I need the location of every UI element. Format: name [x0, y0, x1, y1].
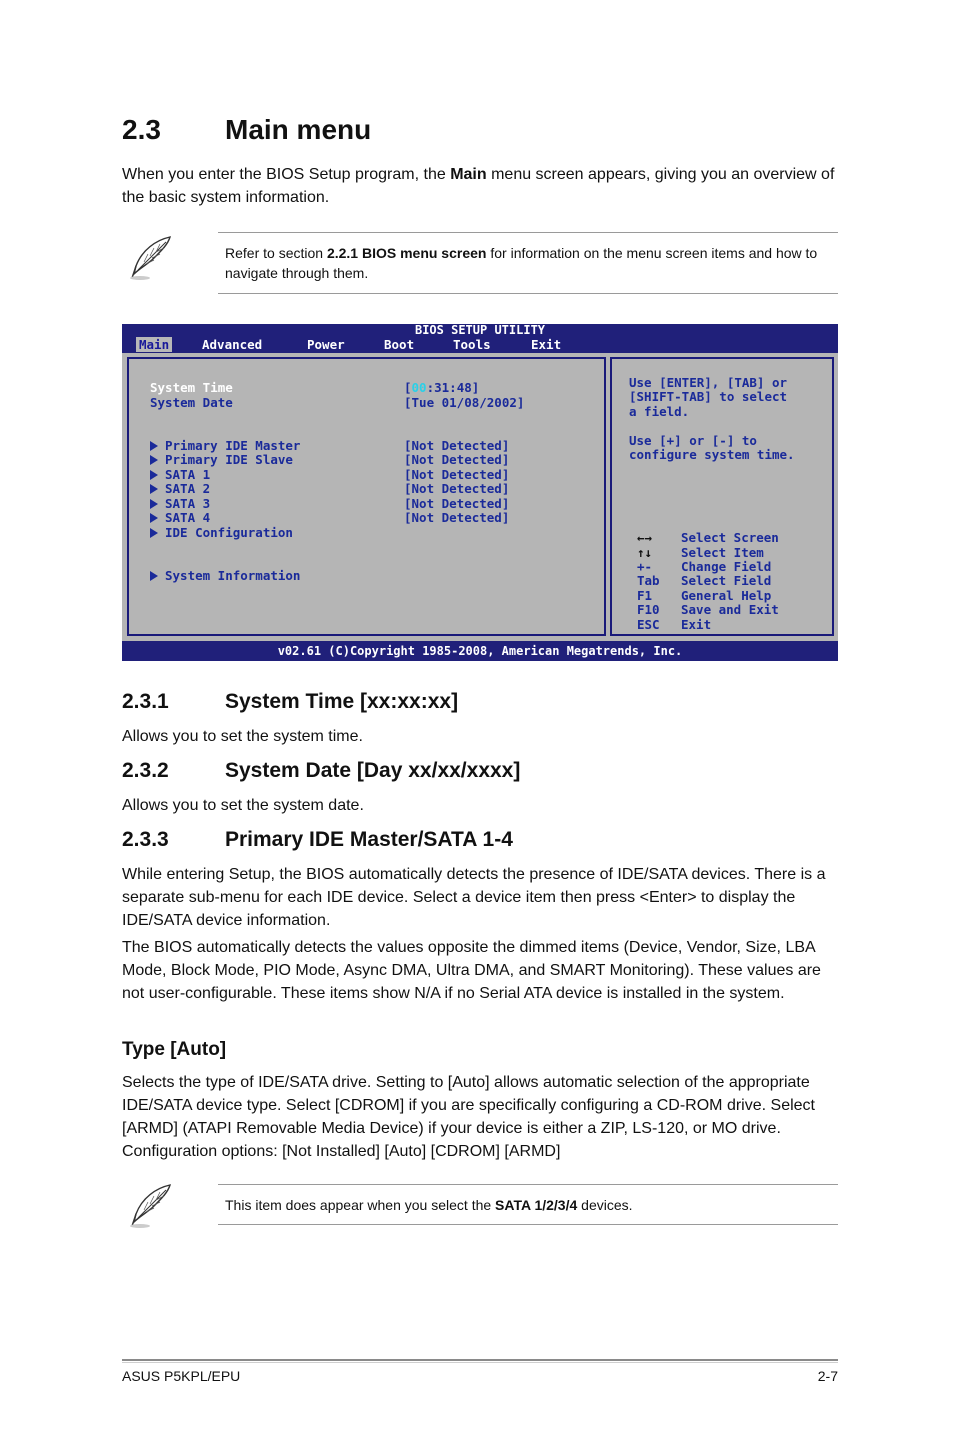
system-time-bracket: [	[404, 380, 412, 395]
device-label: Primary IDE Master	[165, 438, 301, 453]
device-item-sata-2[interactable]	[150, 482, 210, 497]
bios-menu-main[interactable]: Main	[136, 337, 172, 352]
help-line: Use [+] or [-] to	[629, 433, 757, 448]
note-box	[218, 232, 838, 294]
device-label: IDE Configuration	[165, 525, 293, 540]
note-box	[218, 1184, 838, 1225]
key-desc: General Help	[681, 588, 772, 603]
system-information-item[interactable]	[150, 569, 300, 584]
arrows-left-right-icon: ←→	[637, 530, 653, 545]
key-desc: Save and Exit	[681, 602, 779, 617]
section-heading-2-3-1	[122, 690, 458, 714]
footer-page-number: 2-7	[817, 1368, 838, 1384]
note-feather-icon	[126, 1182, 174, 1230]
intro-bold: Main	[450, 166, 487, 183]
device-item-sata-4[interactable]	[150, 511, 210, 526]
page-title	[122, 114, 371, 146]
note-feather-icon	[126, 234, 174, 282]
arrows-up-down-icon: ↑↓	[637, 545, 653, 560]
submenu-arrow-icon	[150, 513, 158, 523]
key-desc: Change Field	[681, 559, 772, 574]
device-label: Primary IDE Slave	[165, 452, 293, 467]
section-paragraph-2: The BIOS automatically detects the values opposite the dimmed items (Device, Vendor, Size, LBA Mode, Block Mode, PIO Mode, Async DMA, Ultra DMA, and SMART Monitoring). These values are not user-configurable. These items show N/A if no Serial ATA device is installed in the system.	[122, 939, 821, 1002]
device-value: [Not Detected]	[404, 438, 510, 453]
section-number: 2.3.3	[122, 828, 169, 851]
note-text-part: Refer to section	[225, 245, 327, 261]
section-heading-2-3-2	[122, 759, 520, 783]
system-time-hour: 00	[411, 380, 427, 395]
help-line: configure system time.	[629, 447, 795, 462]
subsection-heading-type: Type [Auto]	[122, 1039, 227, 1060]
system-time-value[interactable]	[404, 381, 479, 396]
section-title: System Time [xx:xx:xx]	[225, 690, 459, 713]
submenu-arrow-icon	[150, 528, 158, 538]
submenu-arrow-icon	[150, 571, 158, 581]
intro-text-rest: menu screen appears, giving you an overview of the basic system information.	[122, 166, 835, 206]
footer-rule	[122, 1359, 838, 1363]
footer-product: ASUS P5KPL/EPU	[122, 1368, 241, 1384]
device-value: [Not Detected]	[404, 467, 510, 482]
device-value: [Not Detected]	[404, 496, 510, 511]
note-text-part: This item does appear when you select the	[225, 1197, 496, 1213]
note-text	[225, 1195, 830, 1215]
note-bold: 2.2.1 BIOS menu screen	[326, 245, 487, 261]
system-information-label: System Information	[165, 568, 301, 583]
bios-copyright: v02.61 (C)Copyright 1985-2008, American Megatrends, Inc.	[277, 644, 683, 658]
intro-paragraph	[122, 163, 838, 209]
device-label: SATA 2	[165, 481, 211, 496]
note-bold: SATA 1/2/3/4	[495, 1197, 578, 1213]
section-number: 2.3.1	[122, 690, 169, 713]
bios-menu-power[interactable]: Power	[307, 337, 345, 352]
key-name: ESC	[637, 617, 660, 632]
help-line: a field.	[629, 404, 690, 419]
key-name: Tab	[637, 573, 660, 588]
device-label: SATA 4	[165, 510, 211, 525]
section-title: Main menu	[225, 114, 372, 145]
bios-menu-boot[interactable]: Boot	[384, 337, 415, 352]
bios-help-pane	[610, 357, 834, 636]
intro-text: When you enter the BIOS Setup program, the	[122, 166, 451, 183]
note-text-rest: devices.	[577, 1197, 633, 1213]
device-value: [Not Detected]	[404, 452, 510, 467]
key-name: F10	[637, 602, 660, 617]
subsection-body-type: Selects the type of IDE/SATA drive. Setting to [Auto] allows automatic selection of the appropriate IDE/SATA device type. Select [CDROM] if you are specifically configuring a CD-ROM drive. Select [ARMD] (ATAPI Removable Media Device) if your device is either a ZIP, LS-120, or MO drive. Configuration options: [Not Installed] [Auto] [CDROM] [ARMD]	[122, 1074, 815, 1160]
key-desc: Select Item	[681, 545, 764, 560]
bios-menu-exit[interactable]: Exit	[531, 337, 562, 352]
section-body: Allows you to set the system time.	[122, 728, 363, 745]
section-number: 2.3	[122, 114, 161, 145]
bios-screenshot	[122, 324, 838, 661]
help-line: Use [ENTER], [TAB] or	[629, 375, 788, 390]
submenu-arrow-icon	[150, 470, 158, 480]
section-title: Primary IDE Master/SATA 1-4	[225, 828, 513, 851]
section-number: 2.3.2	[122, 759, 169, 782]
section-title: System Date [Day xx/xx/xxxx]	[225, 759, 521, 782]
help-line: [SHIFT-TAB] to select	[629, 389, 788, 404]
system-date-value[interactable]: [Tue 01/08/2002]	[404, 395, 525, 410]
section-paragraph-1: While entering Setup, the BIOS automatically detects the presence of IDE/SATA devices. There is a separate sub-menu for each IDE device. Select a device item then press <Enter> to display the IDE/SATA device information.	[122, 866, 826, 929]
key-name: +-	[637, 559, 653, 574]
key-desc: Exit	[681, 617, 712, 632]
key-desc: Select Screen	[681, 530, 779, 545]
device-label: SATA 1	[165, 467, 211, 482]
key-desc: Select Field	[681, 573, 772, 588]
system-date-label[interactable]: System Date	[150, 395, 233, 410]
bios-menu-tools[interactable]: Tools	[453, 337, 491, 352]
bios-menu-advanced[interactable]: Advanced	[202, 337, 263, 352]
note-text	[225, 243, 830, 283]
key-name: F1	[637, 588, 653, 603]
system-time-rest: :31:48]	[426, 380, 480, 395]
section-body: Allows you to set the system date.	[122, 797, 364, 814]
bios-left-pane	[127, 357, 606, 636]
submenu-arrow-icon	[150, 441, 158, 451]
bios-title: BIOS SETUP UTILITY	[414, 323, 546, 337]
note-text-rest: for information on the menu screen items and how to navigate through them.	[225, 245, 818, 281]
device-value: [Not Detected]	[404, 481, 510, 496]
submenu-arrow-icon	[150, 499, 158, 509]
device-label: SATA 3	[165, 496, 211, 511]
submenu-arrow-icon	[150, 455, 158, 465]
system-time-label[interactable]: System Time	[150, 380, 233, 395]
device-item-ide-configuration[interactable]	[150, 526, 293, 541]
section-heading-2-3-3	[122, 828, 513, 852]
bios-body	[122, 353, 838, 641]
device-value: [Not Detected]	[404, 510, 510, 525]
submenu-arrow-icon	[150, 484, 158, 494]
device-item-primary-ide-slave[interactable]	[150, 453, 293, 468]
